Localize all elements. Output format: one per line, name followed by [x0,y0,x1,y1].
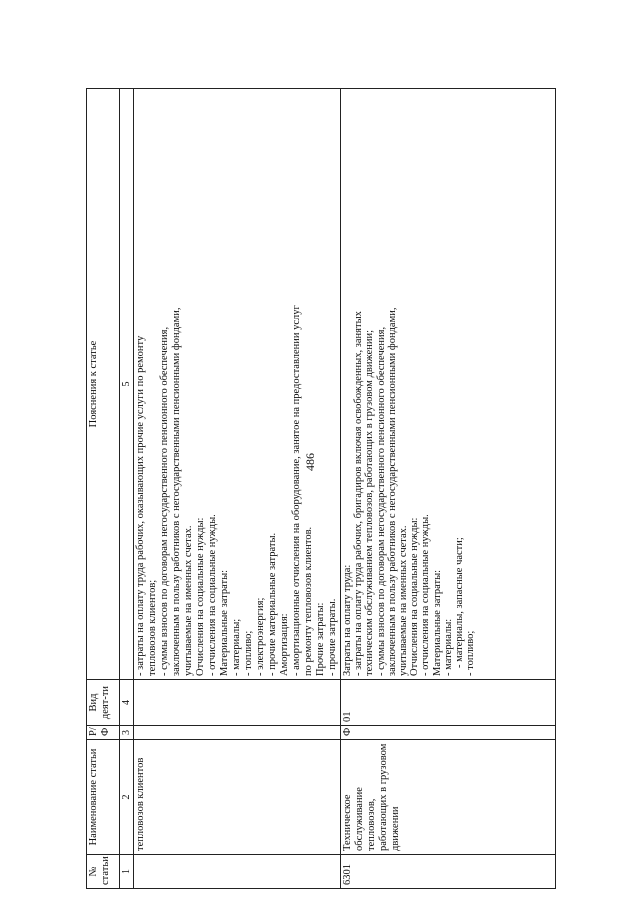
article-activity: 01 [341,680,556,726]
explanation-line: учитываемые на именных счетах. [398,525,410,676]
column-number: 1 [120,855,134,889]
header-rf: Р/ Ф [87,726,120,740]
header-row [87,89,120,889]
rotated-table-sheet [86,89,556,889]
explanation-line: Материальные затраты: [219,569,230,676]
explanation-line: заключенным в пользу работников с негосударственными пенсионными фондами, [386,307,398,676]
explanation-line: - материалы; [231,618,242,676]
column-number: 3 [120,726,134,740]
table-row [134,89,341,889]
explanation-line: тепловозов клиентов; [147,579,158,676]
article-number [134,855,341,889]
article-rf: Ф [341,726,556,740]
explanation-line: Амортизация: [279,613,290,676]
explanation-line: учитываемые на именных счетах. [183,525,194,676]
explanation-line: - суммы взносов по договорам негосударственного пенсионного обеспечения, [159,326,170,676]
article-name: Техническое обслуживание тепловозов, работающих в грузовом движении [341,740,556,855]
explanation-line: - затраты на оплату труда рабочих, оказывающих прочие услуги по ремонту [135,335,146,676]
table-row [341,89,556,889]
explanation-line: - отчисления на социальные нужды. [207,514,218,676]
article-explanation [341,89,556,680]
article-activity [134,680,341,726]
cost-items-table [86,88,556,889]
article-explanation [134,89,341,680]
explanation-line: - прочие материальные затраты. [267,532,278,676]
explanation-line: Затраты на оплату труда: [342,564,353,676]
article-number: 6301 [341,855,556,889]
explanation-line: Прочие затраты: [315,602,326,676]
explanation-line: заключенным в пользу работников с негосударственными пенсионными фондами, [171,307,182,676]
explanation-line: Отчисления на социальные нужды: [409,517,421,676]
explanation-line: - электроэнергия; [255,597,266,676]
column-number: 4 [120,680,134,726]
explanation-line: - суммы взносов по договорам негосударственного пенсионного обеспечения, [375,326,387,676]
header-activity-type: Вид деят-ти [87,680,120,726]
explanation-line: - отчисления на социальные нужды. [420,514,432,676]
column-number: 5 [120,89,134,680]
explanation-line: техническим обслуживанием тепловозов, работающих в грузовом движении; [364,329,376,676]
explanation-line: - затраты на оплату труда рабочих, бригадиров включая освобожденных, занятых [353,311,365,676]
explanation-line: - амортизационные отчисления на оборудование, занятое на предоставлении услуг [291,305,302,676]
explanation-line: по ремонту тепловозов клиентов. [303,526,314,676]
explanation-line: - топливо; [465,630,477,676]
header-article-name: Наименование статьи [87,740,120,855]
explanation-line: Материальные затраты: [431,569,443,676]
header-explanations: Пояснения к статье [87,89,120,680]
explanation-line: Отчисления на социальные нужды: [195,517,206,676]
header-article-number: № статьи [87,855,120,889]
article-name: тепловозов клиентов [134,740,341,855]
article-rf [134,726,341,740]
column-number: 2 [120,740,134,855]
explanation-line: - топливо; [243,630,254,676]
explanation-line: - материалы, запасные части; [454,537,466,668]
explanation-line: - прочие затраты. [327,598,338,676]
column-number-row [120,89,134,889]
page-number: 486 [303,453,317,471]
explanation-line: - материалы: [442,618,454,676]
